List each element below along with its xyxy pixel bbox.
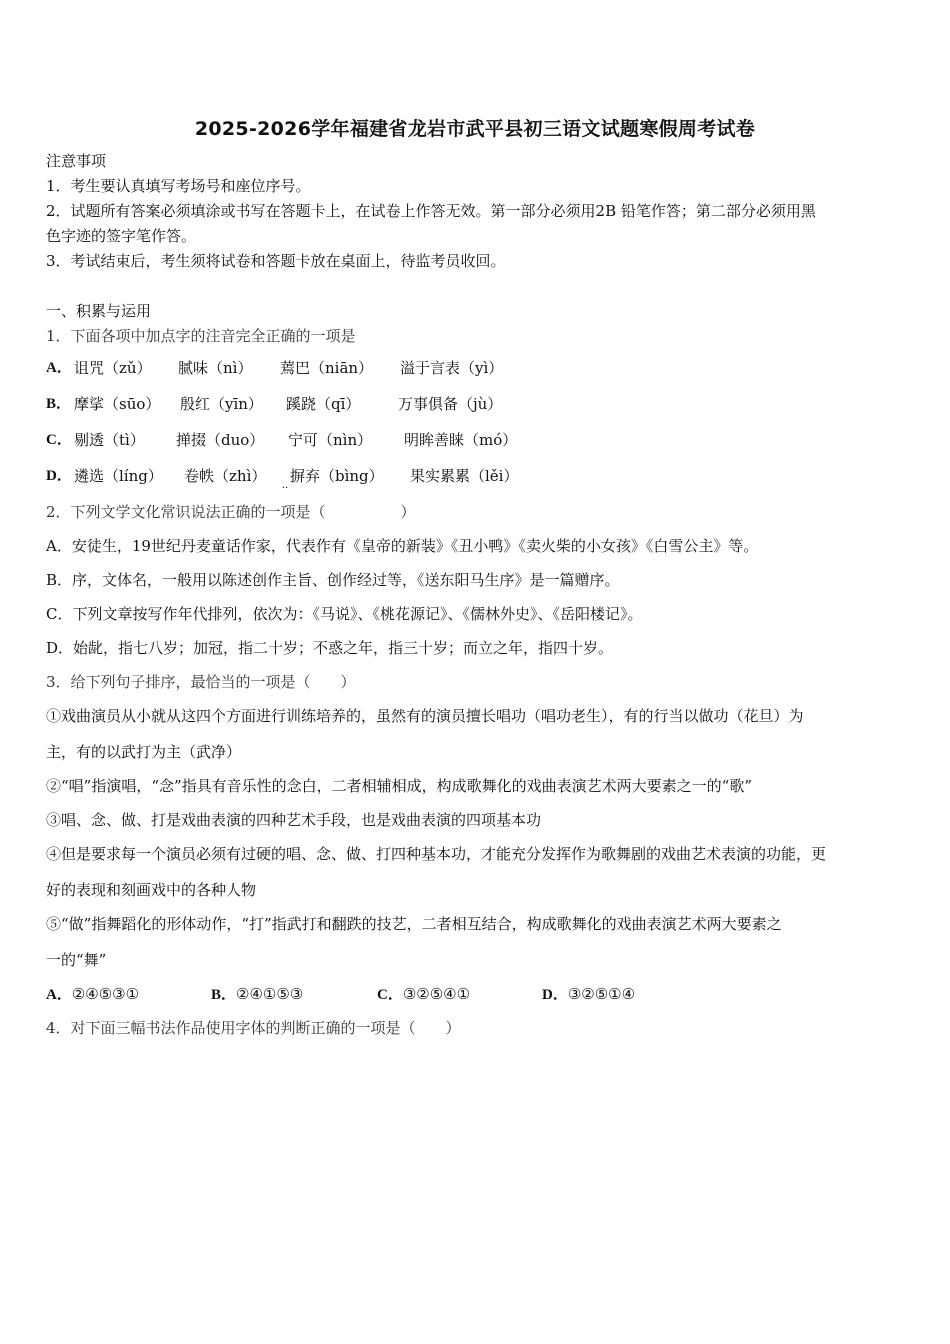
question-3-sentence: ①戏曲演员从小就从这四个方面进行训练培养的，虽然有的演员擅长唱功（唱功老生），有的行当以做功（花旦）为 xyxy=(46,707,804,725)
option-item: 宁可（nìn） xyxy=(288,431,373,449)
option-item: 诅咒（zǔ） xyxy=(74,359,152,377)
emphasis-dot: ·· xyxy=(282,483,289,494)
option-item: 蔫巴（niān） xyxy=(280,359,374,377)
option-label: A． xyxy=(46,987,72,1003)
notice-item: 3．考试结束后，考生须将试卷和答题卡放在桌面上，待监考员收回。 xyxy=(46,252,506,270)
option-item: 摒弃（bìng） xyxy=(290,467,384,485)
answer-d xyxy=(542,983,635,1006)
question-3-sentence: ④但是要求每一个演员必须有过硬的唱、念、做、打四种基本功，才能充分发挥作为歌舞剧的戏曲艺术表演的功能，更 xyxy=(46,845,827,863)
option-item: 腻味（nì） xyxy=(178,359,253,377)
option-label: D． xyxy=(542,987,568,1003)
question-2-option: A．安徒生，19世纪丹麦童话作家，代表作有《皇帝的新装》《丑小鸭》《卖火柴的小女孩》《白雪公主》等。 xyxy=(46,537,759,555)
option-label: C． xyxy=(377,987,403,1003)
notice-item: 2．试题所有答案必须填涂或书写在答题卡上，在试卷上作答无效。第一部分必须用2B 铅笔作答；第二部分必须用黑 xyxy=(46,202,816,220)
answer-b xyxy=(211,983,303,1006)
question-3-sentence: 一的“舞” xyxy=(46,951,107,969)
option-text: ③②⑤①④ xyxy=(567,985,636,1003)
section-heading: 一、积累与运用 xyxy=(46,302,152,320)
answer-a xyxy=(46,983,139,1006)
option-label: A． xyxy=(46,360,72,376)
question-3-stem: 3．给下列句子排序，最恰当的一项是（ ） xyxy=(46,673,356,691)
question-4-stem: 4．对下面三幅书法作品使用字体的判断正确的一项是（ ） xyxy=(46,1019,461,1037)
question-2-option: B．序，文体名，一般用以陈述创作主旨、创作经过等，《送东阳马生序》是一篇赠序。 xyxy=(46,571,620,589)
option-item: 卷帙（zhì） xyxy=(184,467,267,485)
question-3-sentence: ②“唱”指演唱，“念”指具有音乐性的念白，二者相辅相成，构成歌舞化的戏曲表演艺术两大要素之一的“歌” xyxy=(46,777,753,795)
option-item: 果实累累（lěi） xyxy=(410,467,519,485)
question-3-sentence: 主，有的以武打为主（武净） xyxy=(46,743,242,761)
option-text: ②④⑤③① xyxy=(71,985,140,1003)
option-item: 殷红（yīn） xyxy=(180,395,263,413)
option-item: 掸掇（duo） xyxy=(176,431,265,449)
question-2-option: D．始龀，指七八岁；加冠，指二十岁；不惑之年，指三十岁；而立之年，指四十岁。 xyxy=(46,639,614,657)
option-item: 蹊跷（qī） xyxy=(286,395,361,413)
question-2-option: C．下列文章按写作年代排列，依次为：《马说》、《桃花源记》、《儒林外史》、《岳阳楼记》。 xyxy=(46,605,643,623)
option-text: ②④①⑤③ xyxy=(236,985,304,1003)
option-label: C． xyxy=(46,432,72,448)
option-label: B． xyxy=(46,396,72,412)
notice-item: 色字迹的签字笔作答。 xyxy=(46,227,197,245)
option-label: D． xyxy=(46,468,72,484)
question-2-stem: 2．下列文学文化常识说法正确的一项是（ ） xyxy=(46,503,416,521)
option-item: 明眸善睐（mó） xyxy=(404,431,518,449)
option-item: 万事俱备（jù） xyxy=(398,395,503,413)
notice-item: 1．考生要认真填写考场号和座位序号。 xyxy=(46,177,311,195)
page-title: 2025-2026学年福建省龙岩市武平县初三语文试题寒假周考试卷 xyxy=(194,118,756,140)
question-3-sentence: ⑤“做”指舞蹈化的形体动作，“打”指武打和翻跌的技艺，二者相互结合，构成歌舞化的戏曲表演艺术两大要素之 xyxy=(46,915,782,933)
question-1-stem: 1．下面各项中加点字的注音完全正确的一项是 xyxy=(46,327,356,345)
option-label: B． xyxy=(211,987,237,1003)
notice-heading: 注意事项 xyxy=(46,152,107,170)
question-3-sentence: 好的表现和刻画戏中的各种人物 xyxy=(46,881,257,899)
option-item: 摩挲（sūo） xyxy=(74,395,161,413)
answer-c xyxy=(377,983,470,1006)
option-text: ③②⑤④① xyxy=(402,985,471,1003)
option-item: 剔透（tì） xyxy=(74,431,145,449)
option-item: 遴选（líng） xyxy=(74,467,163,485)
option-item: 溢于言表（yì） xyxy=(400,359,504,377)
question-3-sentence: ③唱、念、做、打是戏曲表演的四种艺术手段，也是戏曲表演的四项基本功 xyxy=(46,811,542,829)
